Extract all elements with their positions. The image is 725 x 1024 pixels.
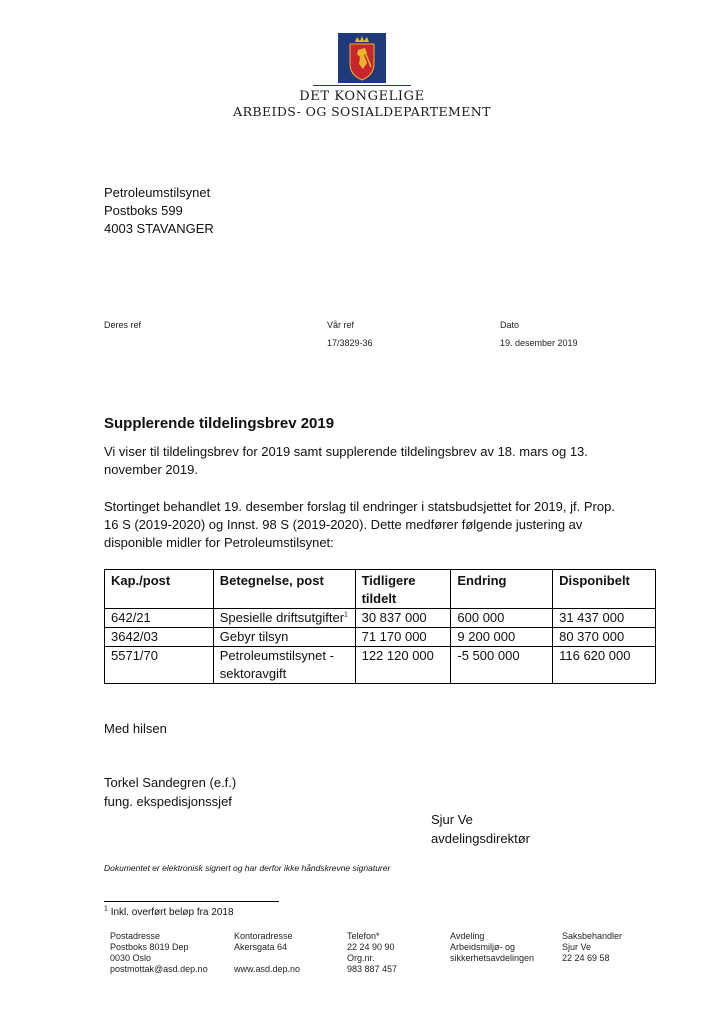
signer2-title: avdelingsdirektør — [431, 831, 530, 846]
col-header-endring: Endring — [451, 570, 553, 609]
cell-kap: 5571/70 — [105, 647, 214, 684]
signer2-name: Sjur Ve — [431, 812, 473, 827]
col-header-tidligere: Tidligere tildelt — [355, 570, 451, 609]
cell-disponibelt: 116 620 000 — [553, 647, 656, 684]
footer-email[interactable]: postmottak@asd.dep.no — [110, 964, 208, 974]
table-row — [105, 609, 656, 628]
cell-betegnelse-text: Spesielle driftsutgifter — [219, 610, 345, 625]
footer-kontoradresse-line — [234, 953, 300, 964]
var-ref-label: Vår ref — [327, 320, 355, 330]
cell-endring: -5 500 000 — [451, 647, 553, 684]
footnote-mark: 1 — [104, 905, 108, 913]
cell-betegnelse — [213, 609, 355, 628]
col-header-betegnelse: Betegnelse, post — [213, 570, 355, 609]
footer-telefon-label: Telefon* — [347, 931, 380, 941]
footer-postadresse-line: Postboks 8019 Dep — [110, 942, 189, 952]
signer1-title: fung. ekspedisjonssjef — [104, 794, 232, 809]
table-header-row — [105, 570, 656, 609]
allocation-table — [104, 569, 656, 684]
footnote-divider — [104, 901, 279, 902]
footer-postadresse-label: Postadresse — [110, 931, 161, 941]
table-row — [105, 647, 656, 684]
letter-title: Supplerende tildelingsbrev 2019 — [104, 415, 335, 432]
paragraph-2: Stortinget behandlet 19. desember forslag til endringer i statsbudsjettet for 2019, jf. Prop. 16 S (2019-2020) og Innst. 98 S (2019-2020). Dette medfører følgende justering av disponible midler for Petroleumstilsynet: — [104, 499, 615, 550]
table-row — [105, 628, 656, 647]
footer-saksbehandler-phone: 22 24 69 58 — [562, 953, 610, 963]
cell-endring: 9 200 000 — [451, 628, 553, 647]
letterhead-line1: DET KONGELIGE — [299, 89, 425, 104]
footer-saksbehandler-label: Saksbehandler — [562, 931, 623, 941]
deres-ref-label: Deres ref — [104, 320, 142, 330]
cell-betegnelse — [213, 647, 355, 684]
recipient-city: 4003 STAVANGER — [104, 221, 214, 236]
dato-label: Dato — [500, 320, 520, 330]
cell-tidligere: 30 837 000 — [355, 609, 451, 628]
footer-website[interactable]: www.asd.dep.no — [234, 964, 301, 974]
footer-avdeling — [450, 931, 534, 964]
footnote-text: Inkl. overført beløp fra 2018 — [110, 907, 234, 918]
cell-disponibelt: 31 437 000 — [553, 609, 656, 628]
footer-avdeling-label: Avdeling — [450, 931, 485, 941]
footer-kontoradresse — [234, 931, 300, 975]
paragraph-1: Vi viser til tildelingsbrev for 2019 samt supplerende tildelingsbrev av 18. mars og 13. november 2019. — [104, 444, 588, 477]
footer-postadresse-line: 0030 Oslo — [110, 953, 152, 963]
cell-tidligere: 122 120 000 — [355, 647, 451, 684]
signature-note: Dokumentet er elektronisk signert og har derfor ikke håndskrevne signaturer — [104, 863, 391, 873]
cell-endring: 600 000 — [451, 609, 553, 628]
letterhead-line2: ARBEIDS- OG SOSIALDEPARTEMENT — [233, 104, 491, 119]
footer-postadresse — [110, 931, 208, 975]
footnote-ref: 1 — [344, 611, 348, 619]
var-ref-value: 17/3829-36 — [327, 338, 373, 348]
cell-betegnelse — [213, 628, 355, 647]
cell-betegnelse-text: Gebyr tilsyn — [219, 629, 289, 644]
cell-kap: 642/21 — [105, 609, 214, 628]
recipient-address — [104, 184, 214, 238]
closing-greeting: Med hilsen — [104, 721, 167, 736]
footer-telefon — [347, 931, 397, 975]
footer-telefon-number: 22 24 90 90 — [347, 942, 395, 952]
footer-avdeling-line: Arbeidsmiljø- og — [450, 942, 516, 952]
signer1-name: Torkel Sandegren (e.f.) — [104, 775, 237, 790]
footer-saksbehandler — [562, 931, 622, 964]
footer-saksbehandler-name: Sjur Ve — [562, 942, 592, 952]
footer-orgnr-label: Org.nr. — [347, 953, 375, 963]
cell-disponibelt: 80 370 000 — [553, 628, 656, 647]
cell-tidligere: 71 170 000 — [355, 628, 451, 647]
recipient-name: Petroleumstilsynet — [104, 185, 211, 200]
footer-orgnr-value: 983 887 457 — [347, 964, 398, 974]
recipient-box: Postboks 599 — [104, 203, 183, 218]
footer-avdeling-line: sikkerhetsavdelingen — [450, 953, 535, 963]
footer-kontoradresse-label: Kontoradresse — [234, 931, 293, 941]
footnote — [104, 907, 234, 918]
letterhead-rule — [313, 85, 411, 86]
cell-betegnelse-text: Petroleumstilsynet - sektoravgift — [219, 648, 334, 681]
cell-kap: 3642/03 — [105, 628, 214, 647]
dato-value: 19. desember 2019 — [500, 338, 578, 348]
footer-kontoradresse-line: Akersgata 64 — [234, 942, 288, 952]
coat-of-arms-icon — [338, 33, 386, 83]
col-header-disponibelt: Disponibelt — [553, 570, 656, 609]
col-header-kap: Kap./post — [105, 570, 214, 609]
